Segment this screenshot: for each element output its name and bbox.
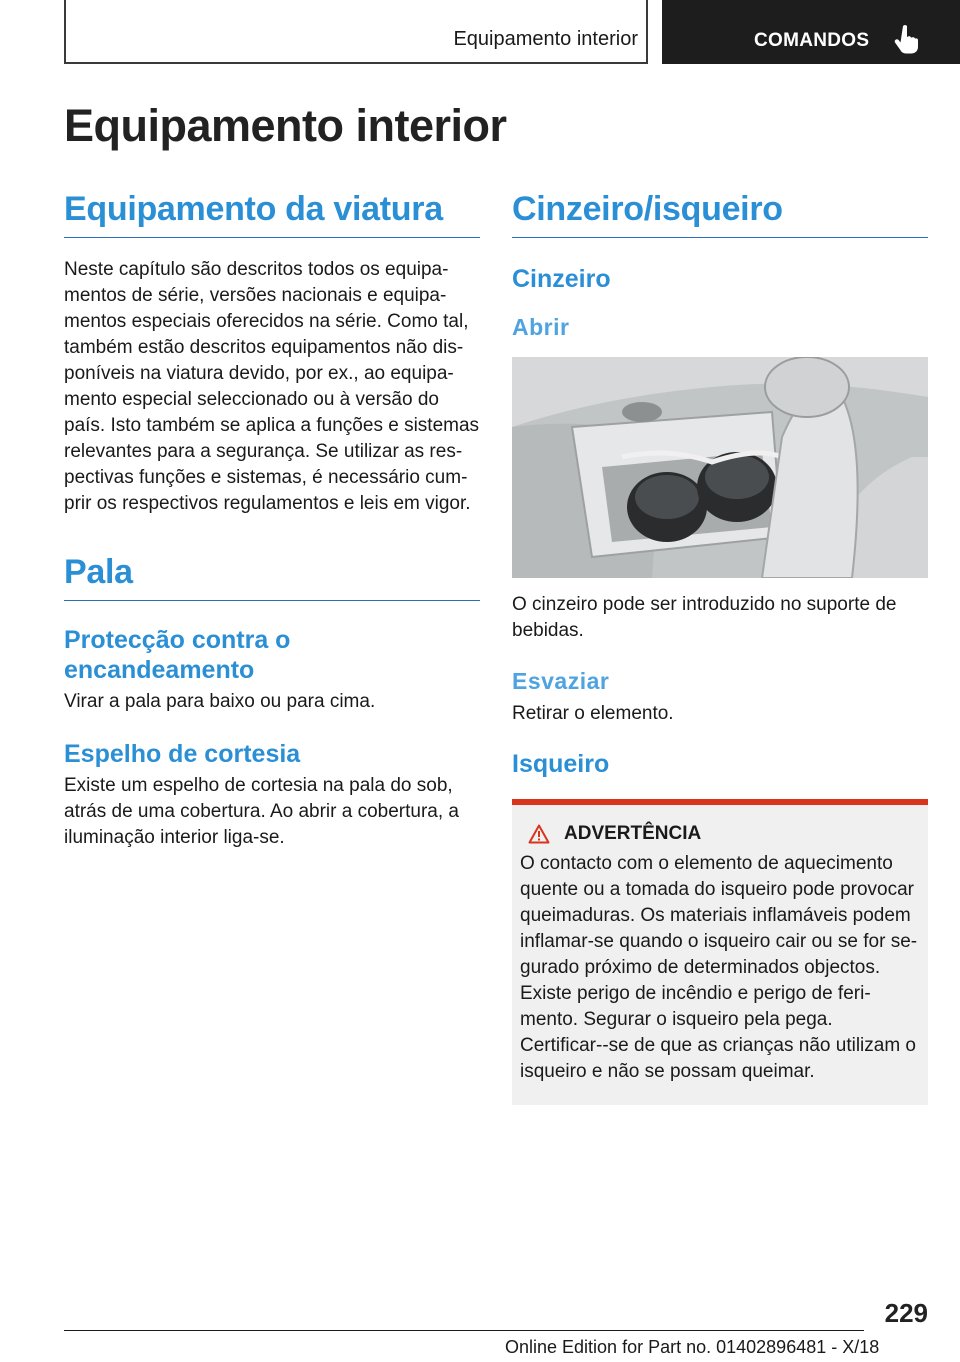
warning-box	[512, 799, 928, 1105]
header-chapter-label: COMANDOS	[754, 30, 870, 51]
footer-divider	[64, 1330, 864, 1331]
vehicle-equipment-text: Neste capítulo são descritos todos os equipa-mentos de série, versões nacionais e equipa-mentos especiais oferecidos na série. Como tal, também estão descritos equipamentos não dis-poníveis na viatura devido, por ex., ao equipa-mento especial seleccionado ou à versão do país. Isto também se aplica a funções e sistemas relevantes para a segurança. Se utilizar as res-pectivas funções e sistemas, é necessário cum-prir os respectivos regulamentos e leis em vigor.	[64, 259, 480, 514]
heading-vanity-mirror: Espelho de cortesia	[64, 740, 301, 768]
warning-triangle-icon	[528, 824, 550, 844]
header-chapter-tab[interactable]	[662, 0, 960, 64]
page-number: 229	[884, 1298, 928, 1328]
header-section-box	[64, 0, 648, 64]
vanity-mirror-text: Existe um espelho de cortesia na pala do sob, atrás de uma cobertura. Ao abrir a cobertura, a iluminação interior liga-se.	[64, 775, 459, 848]
ashtray-cupholder-photo	[512, 357, 928, 578]
heading-open: Abrir	[512, 314, 570, 340]
heading-ashtray: Cinzeiro	[512, 265, 611, 293]
page-title: Equipamento interior	[64, 100, 507, 151]
empty-text: Retirar o elemento.	[512, 703, 674, 724]
footer-edition: Online Edition for Part no. 01402896481 - X/18	[505, 1337, 880, 1357]
open-text: O cinzeiro pode ser introduzido no suporte de bebidas.	[512, 594, 897, 641]
heading-vehicle-equipment: Equipamento da viatura	[64, 190, 480, 238]
warning-title-row	[528, 823, 920, 845]
right-column	[512, 190, 928, 1105]
heading-ashtray-lighter: Cinzeiro/isqueiro	[512, 190, 928, 238]
left-column	[64, 190, 480, 851]
heading-lighter: Isqueiro	[512, 750, 610, 778]
header-section-title: Equipamento interior	[453, 28, 638, 50]
warning-text: O contacto com o elemento de aquecimento quente ou a tomada do isqueiro pode provocar queimaduras. Os materiais inflamáveis podem inflamar-se quando o isqueiro cair ou se for se-gurado próximo de determinados objectos. Existe perigo de incêndio e perigo de feri-mento. Segurar o isqueiro pela pega. Certificar--se de que as crianças não utilizam o isqueiro e não se possam queimar.	[520, 853, 918, 1082]
heading-glare-protection: Protecção contra o encandeamento	[64, 626, 291, 684]
glare-protection-text: Virar a pala para baixo ou para cima.	[64, 691, 376, 712]
warning-title: ADVERTÊNCIA	[564, 823, 702, 844]
heading-visor: Pala	[64, 553, 480, 601]
heading-empty: Esvaziar	[512, 668, 610, 694]
hand-pointer-icon	[894, 24, 920, 54]
